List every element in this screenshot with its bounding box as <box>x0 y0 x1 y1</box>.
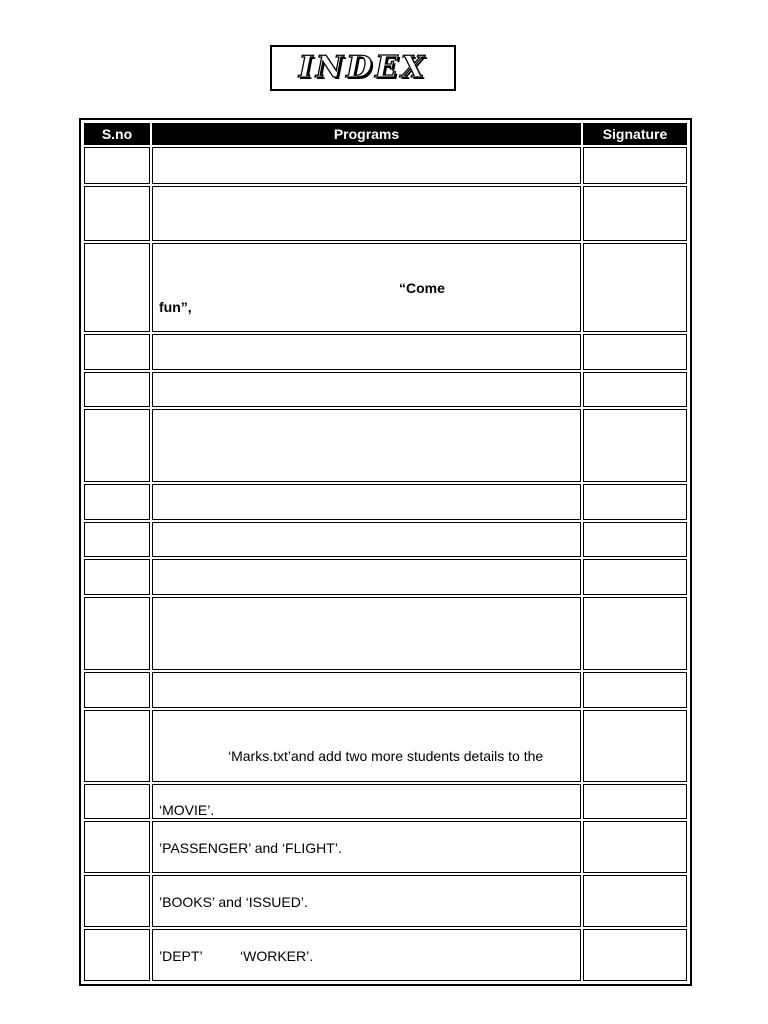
sno-cell <box>84 559 150 595</box>
program-cell <box>152 597 581 670</box>
signature-cell <box>583 243 687 333</box>
program-cell <box>152 186 581 241</box>
program-text-come: “Come <box>399 279 445 296</box>
signature-cell <box>583 929 687 981</box>
table-row <box>84 929 687 981</box>
signature-cell <box>583 597 687 670</box>
table-row <box>84 147 687 184</box>
signature-cell <box>583 821 687 873</box>
program-cell <box>152 710 581 782</box>
index-title-box <box>270 45 456 91</box>
table-row <box>84 334 687 370</box>
signature-cell <box>583 147 687 184</box>
program-cell <box>152 484 581 520</box>
sno-cell <box>84 522 150 558</box>
table-row <box>84 559 687 595</box>
signature-cell <box>583 522 687 558</box>
program-text-dept: ’DEPT’ <box>159 947 203 964</box>
table-row <box>84 710 687 782</box>
table-row <box>84 243 687 333</box>
sno-cell <box>84 929 150 981</box>
program-cell <box>152 522 581 558</box>
signature-cell <box>583 372 687 407</box>
sno-cell <box>84 334 150 370</box>
table-row <box>84 522 687 558</box>
table-row <box>84 484 687 520</box>
signature-cell <box>583 672 687 708</box>
signature-cell <box>583 875 687 927</box>
program-cell <box>152 875 581 927</box>
sno-cell <box>84 372 150 407</box>
sno-cell <box>84 409 150 482</box>
signature-cell <box>583 559 687 595</box>
sno-cell <box>84 875 150 927</box>
signature-cell <box>583 186 687 241</box>
sno-cell <box>84 672 150 708</box>
program-cell <box>152 821 581 873</box>
program-cell <box>152 559 581 595</box>
program-cell <box>152 334 581 370</box>
index-table-frame <box>79 118 692 986</box>
header-programs: Programs <box>152 123 581 145</box>
sno-cell <box>84 597 150 670</box>
sno-cell <box>84 147 150 184</box>
table-row <box>84 597 687 670</box>
program-text: ’PASSENGER’ and ‘FLIGHT’. <box>159 839 342 856</box>
table-row <box>84 821 687 873</box>
program-text: ‘Marks.txt’and add two more students details to the <box>228 748 544 764</box>
index-table <box>82 121 689 983</box>
sno-cell <box>84 484 150 520</box>
program-cell <box>152 409 581 482</box>
sno-cell <box>84 243 150 333</box>
table-row <box>84 409 687 482</box>
table-row <box>84 372 687 407</box>
sno-cell <box>84 710 150 782</box>
signature-cell <box>583 484 687 520</box>
table-row <box>84 672 687 708</box>
page-title: INDEX <box>298 50 428 85</box>
sno-cell <box>84 186 150 241</box>
program-cell <box>152 929 581 981</box>
table-row <box>84 875 687 927</box>
sno-cell <box>84 784 150 819</box>
signature-cell <box>583 409 687 482</box>
signature-cell <box>583 334 687 370</box>
program-text: ’BOOKS’ and ‘ISSUED’. <box>159 893 308 910</box>
signature-cell <box>583 784 687 819</box>
program-cell <box>152 372 581 407</box>
program-text-worker: ‘WORKER’. <box>240 947 314 964</box>
program-text: ‘MOVIE’. <box>159 802 215 819</box>
program-text-fun: fun”, <box>159 298 192 315</box>
header-row <box>84 123 687 145</box>
program-cell <box>152 784 581 819</box>
sno-cell <box>84 821 150 873</box>
program-cell <box>152 147 581 184</box>
program-cell <box>152 243 581 333</box>
signature-cell <box>583 710 687 782</box>
header-signature: Signature <box>583 123 687 145</box>
table-row <box>84 186 687 241</box>
header-sno: S.no <box>84 123 150 145</box>
program-cell <box>152 672 581 708</box>
table-row <box>84 784 687 819</box>
